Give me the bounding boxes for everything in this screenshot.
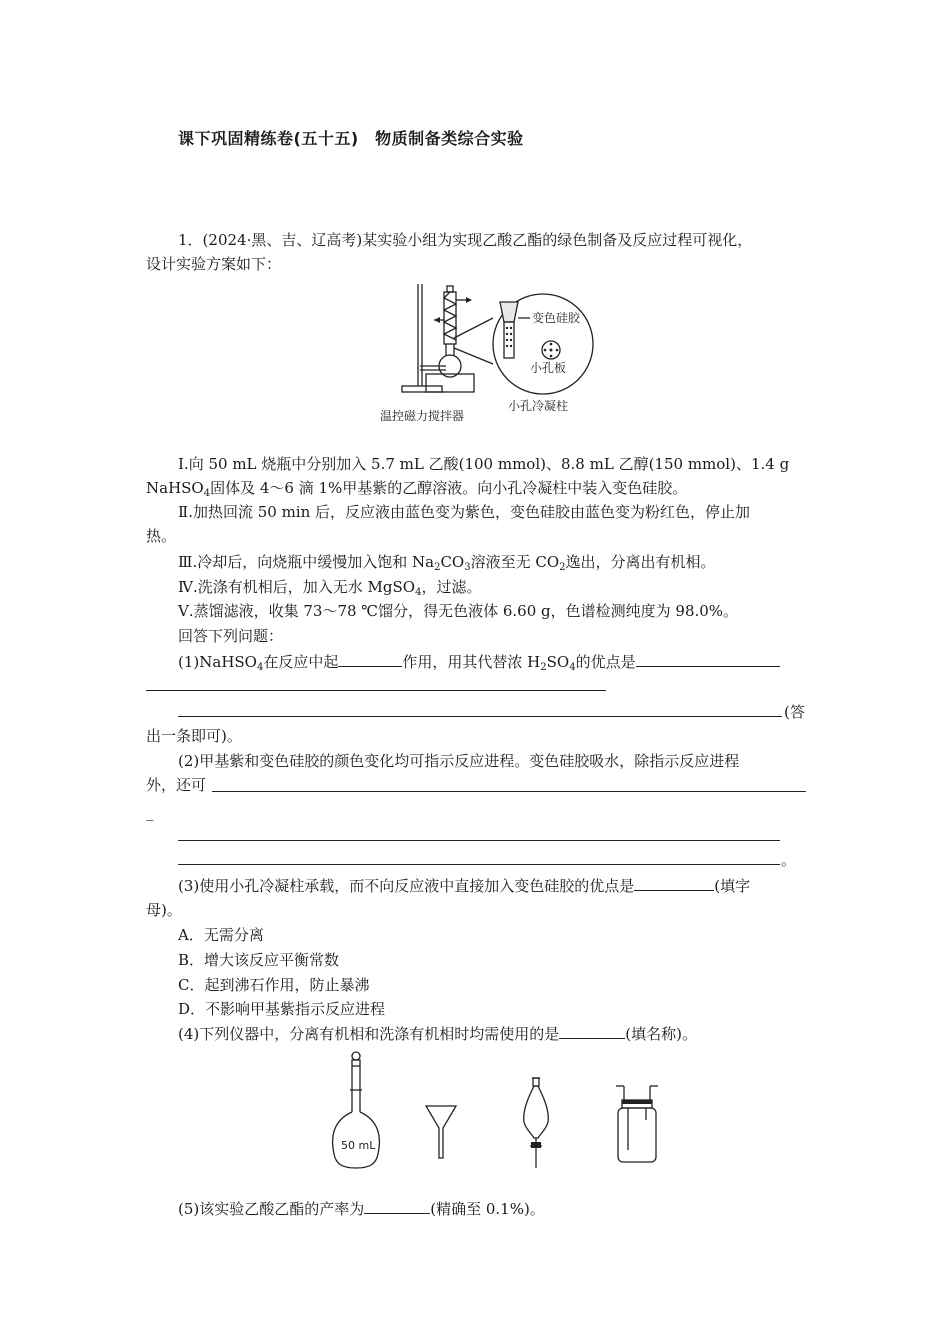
part2-answer-line-3[interactable] [178,864,780,865]
instruments-figure [326,1050,666,1174]
part1-tail: (答 [784,703,805,721]
part5-line: (5)该实验乙酸乙酯的产率为 (精确至 0.1%)。 [178,1197,545,1221]
page-title: 课下巩固精练卷(五十五) 物质制备类综合实验 [178,129,524,148]
q1-intro-line2: 设计实验方案如下： [146,255,282,273]
label-small-hole-plate: 小孔板 [530,361,567,375]
part2-line1: (2)甲基紫和变色硅胶的颜色变化均可指示反应进程。变色硅胶吸水，除指示反应进程 [178,752,740,770]
part3-line1: (3)使用小孔冷凝柱承载，而不向反应液中直接加入变色硅胶的优点是 (填字 [178,874,750,898]
part2-end: 。 [781,851,797,869]
flask-volume-label: 50 mL [341,1139,376,1152]
step1-line2: NaHSO$_4$固体及 4～6 滴 1%甲基紫的乙醇溶液。向小孔冷凝柱中装入变色硅胶。 [146,479,688,499]
part2-answer-line-2[interactable] [178,840,780,841]
part3-blank[interactable] [634,874,714,891]
part4-blank[interactable] [559,1022,625,1039]
label-column: 小孔冷凝柱 [508,399,569,413]
part5-blank[interactable] [364,1197,430,1214]
step2-line2: 热。 [146,527,177,545]
part1-answer-line-3[interactable] [178,716,782,717]
part1-line1: (1)NaHSO$_4$在反应中起 作用，用其代替浓 $H_2SO_4$的优点是 [178,650,780,674]
q1-intro-line1: 1．(2024·黑、吉、辽高考)某实验小组为实现乙酸乙酯的绿色制备及反应过程可视化， [178,231,753,249]
option-a: A．无需分离 [178,926,264,944]
answer-prompt: 回答下列问题： [178,627,284,645]
part4-line: (4)下列仪器中，分离有机相和洗涤有机相时均需使用的是 (填名称)。 [178,1022,697,1046]
option-b: B．增大该反应平衡常数 [178,951,340,969]
part1-blank-advantage[interactable] [636,650,780,667]
label-stirrer: 温控磁力搅拌器 [380,409,465,423]
option-d: D．不影响甲基紫指示反应进程 [178,1000,386,1018]
step1-line1: Ⅰ.向 50 mL 烧瓶中分别加入 5.7 mL 乙酸(100 mmol)、8.8 mL 乙醇(150 mmol)、1.4 g [178,455,790,473]
part1-tail-line2: 出一条即可)。 [146,727,242,745]
step4-line: Ⅳ.洗涤有机相后，加入无水 MgSO$_4$，过滤。 [178,578,482,598]
part1-blank-role[interactable] [338,650,402,667]
step5-line: Ⅴ.蒸馏滤液，收集 73～78 ℃馏分，得无色液体 6.60 g，色谱检测纯度为 98.0%。 [178,602,739,620]
part2-line2: 外，还可 [146,776,207,794]
step3-line: Ⅲ.冷却后，向烧瓶中缓慢加入饱和 $Na_2CO_3$溶液至无 $CO_2$逸出，分离出有机相。 [178,553,716,573]
option-c: C．起到沸石作用，防止暴沸 [178,976,370,994]
step2-line1: Ⅱ.加热回流 50 min 后，反应液由蓝色变为紫色，变色硅胶由蓝色变为粉红色，停止加 [178,503,751,521]
apparatus-figure [380,278,620,428]
part3-line2: 母)。 [146,901,182,919]
part2-dash: _ [146,803,154,821]
label-color-gel: 变色硅胶 [532,311,581,325]
part1-answer-line-2[interactable] [146,690,606,691]
part2-answer-line-1[interactable] [212,791,806,792]
